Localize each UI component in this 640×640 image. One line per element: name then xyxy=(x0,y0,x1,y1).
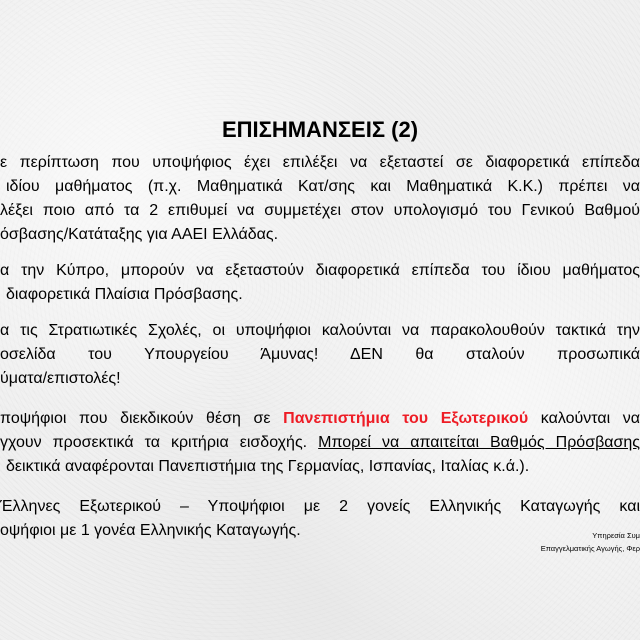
footer-line-2: Επαγγελματικής Αγωγής, Φερ xyxy=(540,544,640,553)
note-2-line-1: α την Κύπρο, μπορούν να εξεταστούν διαφορετικά επίπεδα του ίδιου μαθήματος xyxy=(0,262,640,279)
note-4 xyxy=(0,407,640,479)
note-1 xyxy=(0,151,640,247)
note-2 xyxy=(0,259,640,307)
note-3-line-1: α τις Στρατιωτικές Σχολές, οι υποψήφιοι καλούνται να παρακολουθούν τακτικά την xyxy=(0,322,640,339)
note-1-line-1: ε περίπτωση που υποψήφιος έχει επιλέξει να εξεταστεί σε διαφορετικά επίπεδα xyxy=(0,154,640,171)
slide-title: ΕΠΙΣΗΜΑΝΣΕΙΣ (2) xyxy=(221,117,419,142)
note-5-line-2: οψήφιοι με 1 γονέα Ελληνικής Καταγωγής. xyxy=(0,522,301,539)
note-2-line-2: διαφορετικά Πλαίσια Πρόσβασης. xyxy=(6,286,243,303)
note-3-line-2: οσελίδα του Υπουργείου Άμυνας! ΔΕΝ θα σταλούν προσωπικά xyxy=(0,346,640,363)
note-1-line-4: όσβασης/Κατάταξης για ΑΑΕΙ Ελλάδας. xyxy=(0,226,279,243)
note-4-line-1-text: ποψήφιοι που διεκδικούν θέση σε xyxy=(0,410,271,427)
note-4-line-2-text: γχουν προσεκτικά τα κριτήρια εισδοχής. xyxy=(0,434,308,451)
access-grade-underlined: Μπορεί να απαιτείται Βαθμός Πρόσβασης xyxy=(318,434,640,451)
note-4-line-3: δεικτικά αναφέρονται Πανεπιστήμια της Γερμανίας, Ισπανίας, Ιταλίας κ.ά.). xyxy=(6,458,530,475)
note-4-line-2 xyxy=(0,431,640,455)
note-1-line-2: ιδίου μαθήματος (π.χ. Μαθηματικά Κατ/σης και Μαθηματικά Κ.Κ.) πρέπει να xyxy=(6,178,640,195)
note-3 xyxy=(0,319,640,391)
footer-line-1: Υπηρεσία Συμ xyxy=(592,531,640,540)
note-5-line-1: Έλληνες Εξωτερικού – Υποψήφιοι με 2 γονείς Ελληνικής Καταγωγής και xyxy=(0,498,640,515)
note-3-line-3: ύματα/επιστολές! xyxy=(0,370,121,387)
note-4-line-1 xyxy=(0,407,640,431)
note-4-line-1-end: καλούνται να xyxy=(540,410,640,427)
note-1-line-3: λέξει ποιο από τα 2 επιθυμεί να συμμετέχει στον υπολογισμό του Γενικού Βαθμού xyxy=(0,202,640,219)
foreign-universities-highlight: Πανεπιστήμια του Εξωτερικού xyxy=(283,410,529,427)
